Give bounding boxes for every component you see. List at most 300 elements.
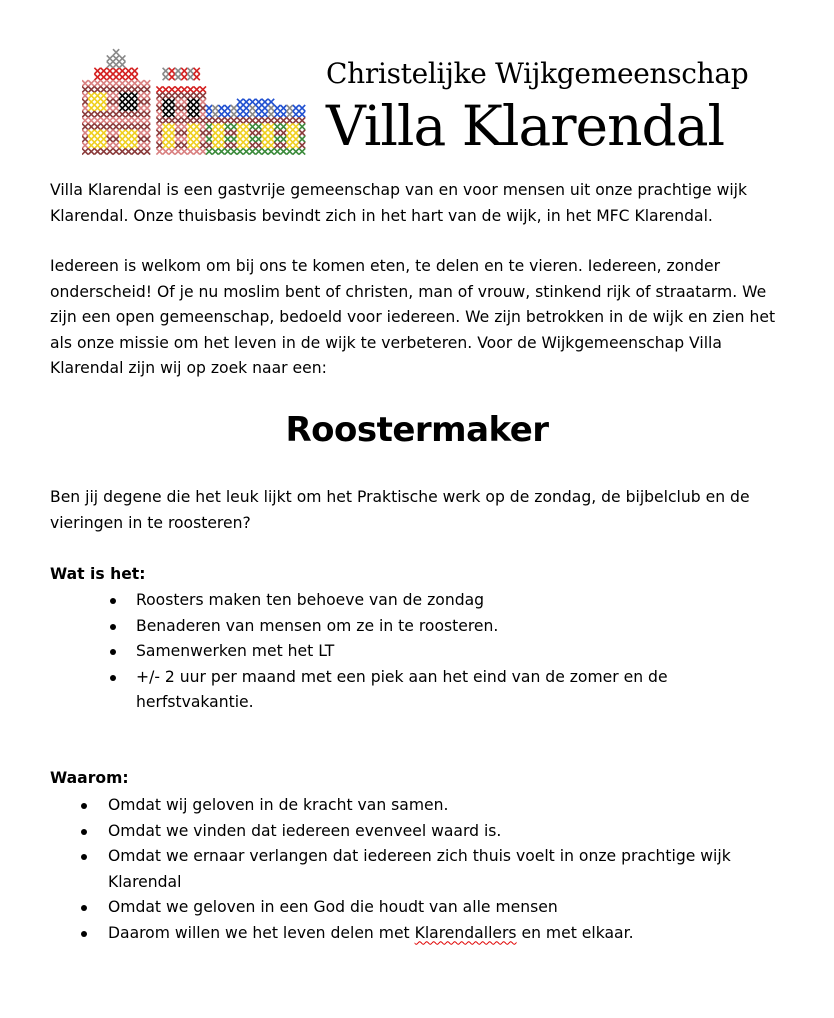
list-item-text: Samenwerken met het LT (136, 642, 335, 660)
logo-stitch (206, 124, 212, 130)
logo-stitch (293, 142, 299, 148)
logo-stitch (181, 111, 187, 117)
list-item-text: Roosters maken ten behoeve van de zondag (136, 591, 485, 609)
logo-stitch (107, 130, 113, 136)
logo-stitch (225, 142, 231, 148)
logo-stitch (181, 68, 187, 74)
logo-stitch (299, 124, 305, 130)
logo-stitch (113, 117, 119, 123)
logo-stitch (225, 136, 231, 142)
logo-stitch (231, 142, 237, 148)
logo-stitch (119, 80, 125, 86)
logo-stitch (181, 117, 187, 123)
logo-stitch (107, 99, 113, 105)
logo-stitch (206, 111, 212, 117)
logo-stitch (187, 130, 193, 136)
intro-paragraph: Villa Klarendal is een gastvrije gemeenschap van en voor mensen uit onze prachtige wijk Klarendal. Onze thuisbasis bevindt zich in het hart van de wijk, in het MFC Klarendal. (50, 181, 748, 225)
logo-stitch (94, 130, 100, 136)
bullet-icon (110, 624, 116, 630)
logo-stitch (163, 99, 169, 105)
logo-stitch (107, 55, 113, 61)
logo-stitch (125, 124, 131, 130)
logo-stitch (107, 80, 113, 86)
logo-stitch (249, 111, 255, 117)
logo-stitch (88, 124, 94, 130)
logo-stitch (119, 99, 125, 105)
logo-stitch (138, 105, 144, 111)
logo-stitch (280, 105, 286, 111)
logo-stitch (88, 148, 94, 154)
logo-stitch (268, 99, 274, 105)
logo-stitch (200, 105, 206, 111)
waarom-bullet-list (108, 793, 788, 946)
logo-stitch (138, 117, 144, 123)
logo-stitch (119, 55, 125, 61)
logo-stitch (101, 99, 107, 105)
logo-stitch (88, 142, 94, 148)
logo-stitch (163, 148, 169, 154)
logo-stitch (256, 99, 262, 105)
logo-stitch (125, 99, 131, 105)
logo-stitch (113, 49, 119, 55)
logo-stitch (88, 105, 94, 111)
logo-stitch (280, 111, 286, 117)
logo-stitch (299, 142, 305, 148)
logo-stitch (156, 105, 162, 111)
logo-stitch (187, 93, 193, 99)
list-item-text-after: en met elkaar. (516, 923, 634, 942)
logo-stitch (287, 130, 293, 136)
logo-stitch (113, 80, 119, 86)
logo-stitch (274, 142, 280, 148)
logo-stitch (132, 124, 138, 130)
logo-stitch (268, 105, 274, 111)
org-name: Villa Klarendal (326, 94, 725, 158)
logo-stitch (169, 136, 175, 142)
logo-stitch (181, 142, 187, 148)
list-item-text: Omdat we ernaar verlangen dat iedereen zich thuis voelt in onze prachtige wijk Klarendal (108, 847, 731, 891)
logo-stitch (243, 136, 249, 142)
logo-stitch (163, 130, 169, 136)
logo-stitch (194, 142, 200, 148)
logo-stitch (144, 124, 150, 130)
logo-stitch (299, 130, 305, 136)
logo-stitch (243, 117, 249, 123)
logo-stitch (225, 130, 231, 136)
logo-stitch (125, 117, 131, 123)
logo-stitch (94, 93, 100, 99)
logo-stitch (101, 68, 107, 74)
logo-stitch (113, 86, 119, 92)
logo-stitch (293, 136, 299, 142)
logo-stitch (88, 130, 94, 136)
logo-stitch (262, 117, 268, 123)
logo-stitch (94, 86, 100, 92)
logo-stitch (94, 105, 100, 111)
logo-stitch (94, 117, 100, 123)
logo-stitch (119, 74, 125, 80)
list-item-text: +/- 2 uur per maand met een piek aan het eind van de zomer en de herfstvakantie. (136, 667, 668, 711)
logo-stitch (119, 117, 125, 123)
logo-stitch (101, 142, 107, 148)
logo-stitch (280, 117, 286, 123)
logo-stitch (200, 117, 206, 123)
logo-stitch (175, 93, 181, 99)
logo-stitch (237, 130, 243, 136)
logo-stitch (113, 62, 119, 68)
logo-stitch (144, 111, 150, 117)
logo-stitch (225, 124, 231, 130)
logo-stitch (243, 124, 249, 130)
logo-stitch (88, 99, 94, 105)
logo-stitch (293, 105, 299, 111)
logo-stitch (113, 130, 119, 136)
logo-stitch (163, 68, 169, 74)
logo-stitch (237, 136, 243, 142)
list-item (136, 614, 786, 640)
logo-stitch (256, 130, 262, 136)
logo-stitch (107, 68, 113, 74)
logo-stitch (156, 111, 162, 117)
logo-stitch (237, 142, 243, 148)
logo-stitch (249, 130, 255, 136)
logo-stitch (119, 136, 125, 142)
logo-stitch (181, 136, 187, 142)
logo-stitch (187, 136, 193, 142)
logo-stitch (138, 124, 144, 130)
logo-stitch (119, 130, 125, 136)
logo-stitch (113, 74, 119, 80)
logo-stitch (187, 142, 193, 148)
logo-stitch (274, 130, 280, 136)
logo-stitch (175, 136, 181, 142)
logo-stitch (262, 99, 268, 105)
logo-stitch (268, 130, 274, 136)
logo-stitch (138, 142, 144, 148)
logo-stitch (181, 86, 187, 92)
logo-stitch (94, 142, 100, 148)
logo-stitch (268, 111, 274, 117)
logo-stitch (169, 99, 175, 105)
logo-stitch (274, 117, 280, 123)
list-item-text: Omdat we vinden dat iedereen evenveel waard is. (108, 821, 502, 840)
logo-stitch (249, 105, 255, 111)
list-item-text: Omdat we geloven in een God die houdt van alle mensen (108, 898, 558, 916)
logo-stitch (169, 130, 175, 136)
logo-stitch (231, 105, 237, 111)
logo-stitch (144, 99, 150, 105)
logo-stitch (163, 111, 169, 117)
logo-stitch (187, 105, 193, 111)
logo-stitch (206, 136, 212, 142)
logo-stitch (293, 124, 299, 130)
logo-stitch (187, 111, 193, 117)
logo-stitch (194, 111, 200, 117)
bullet-icon (81, 803, 87, 809)
logo-stitch (218, 111, 224, 117)
logo-stitch (175, 86, 181, 92)
logo-stitch (156, 99, 162, 105)
logo-stitch (132, 80, 138, 86)
logo-stitch (194, 148, 200, 154)
logo-stitch (181, 99, 187, 105)
logo-stitch (200, 130, 206, 136)
logo-stitch (144, 130, 150, 136)
logo-stitch (82, 99, 88, 105)
logo-stitch (181, 124, 187, 130)
logo-stitch (256, 142, 262, 148)
logo-stitch (175, 130, 181, 136)
logo-stitch (144, 148, 150, 154)
logo-stitch (268, 136, 274, 142)
logo-stitch (287, 105, 293, 111)
logo-stitch (94, 74, 100, 80)
logo-stitch (119, 68, 125, 74)
logo-stitch (256, 105, 262, 111)
logo-stitch (256, 117, 262, 123)
logo-stitch (156, 117, 162, 123)
list-item-text-before: Daarom willen we het leven delen met (108, 923, 415, 942)
logo-stitch (163, 93, 169, 99)
logo-stitch (169, 124, 175, 130)
logo-stitch (249, 99, 255, 105)
logo-stitch (293, 111, 299, 117)
logo-stitch (206, 142, 212, 148)
logo-stitch (194, 105, 200, 111)
logo-stitch (206, 105, 212, 111)
logo-stitch (206, 117, 212, 123)
logo-stitch (132, 74, 138, 80)
logo-stitch (194, 74, 200, 80)
logo-stitch (113, 55, 119, 61)
logo-stitch (262, 105, 268, 111)
logo-stitch (119, 142, 125, 148)
logo-stitch (187, 124, 193, 130)
logo-stitch (125, 74, 131, 80)
logo-stitch (107, 117, 113, 123)
logo-stitch (144, 93, 150, 99)
logo-stitch (237, 117, 243, 123)
logo-stitch (237, 124, 243, 130)
logo-stitch (132, 105, 138, 111)
logo-stitch (101, 93, 107, 99)
logo-stitch (218, 130, 224, 136)
logo-stitch (225, 105, 231, 111)
logo-stitch (101, 130, 107, 136)
logo-stitch (82, 117, 88, 123)
logo-stitch (187, 86, 193, 92)
logo-stitch (287, 142, 293, 148)
list-item (136, 639, 786, 665)
logo-stitch (101, 111, 107, 117)
logo-stitch (94, 80, 100, 86)
logo-stitch (88, 93, 94, 99)
logo-stitch (212, 111, 218, 117)
logo-stitch (113, 93, 119, 99)
logo-stitch (169, 105, 175, 111)
logo-stitch (88, 80, 94, 86)
logo-stitch (138, 111, 144, 117)
logo-stitch (194, 68, 200, 74)
logo-stitch (163, 142, 169, 148)
logo-stitch (237, 105, 243, 111)
logo-stitch (287, 111, 293, 117)
list-item-text: Benaderen van mensen om ze in te roosteren. (136, 616, 499, 635)
logo-stitch (125, 93, 131, 99)
logo-stitch (218, 124, 224, 130)
logo-stitch (169, 68, 175, 74)
logo-stitch (119, 105, 125, 111)
logo-stitch (256, 111, 262, 117)
logo-stitch (132, 68, 138, 74)
logo-stitch (82, 130, 88, 136)
logo-stitch (156, 124, 162, 130)
logo-stitch (101, 136, 107, 142)
logo-stitch (181, 74, 187, 80)
logo-stitch (119, 93, 125, 99)
logo-stitch (206, 130, 212, 136)
wat-section-title: Wat is het: (50, 565, 146, 583)
list-item-text: Omdat wij geloven in de kracht van samen. (108, 796, 449, 814)
logo-stitch (101, 124, 107, 130)
logo-stitch (212, 142, 218, 148)
logo-stitch (287, 148, 293, 154)
logo-stitch (101, 105, 107, 111)
logo-stitch (200, 142, 206, 148)
logo-stitch (125, 80, 131, 86)
logo-stitch (200, 86, 206, 92)
logo-stitch (163, 86, 169, 92)
logo-stitch (243, 99, 249, 105)
logo-stitch (218, 142, 224, 148)
logo-stitch (88, 117, 94, 123)
logo-stitch (274, 136, 280, 142)
logo-stitch (138, 86, 144, 92)
logo-stitch (225, 148, 231, 154)
logo-stitch (101, 117, 107, 123)
bullet-icon (81, 905, 87, 911)
logo-stitch (82, 142, 88, 148)
logo-stitch (293, 130, 299, 136)
logo-stitch (119, 62, 125, 68)
logo-stitch (237, 99, 243, 105)
logo-stitch (187, 68, 193, 74)
logo-stitch (231, 111, 237, 117)
logo-stitch (113, 148, 119, 154)
logo-stitch (280, 142, 286, 148)
welcome-paragraph: Iedereen is welkom om bij ons te komen eten, te delen en te vieren. Iedereen, zonder onderscheid! Of je nu moslim bent of christen, man of vrouw, stinkend rijk of straatarm. We zijn een open gemeenschap, bedoeld voor iedereen. We zijn betrokken in de wijk en zien het als onze missie om het leven in de wijk te verbeteren. Voor de Wijkgemeenschap Villa Klarendal zijn wij op zoek naar een: (50, 257, 776, 377)
logo-stitch (144, 142, 150, 148)
logo-stitch (138, 136, 144, 142)
logo-stitch (274, 148, 280, 154)
logo-stitch (187, 117, 193, 123)
list-item (108, 819, 788, 845)
logo-stitch (94, 99, 100, 105)
logo-stitch (231, 148, 237, 154)
logo-stitch (280, 124, 286, 130)
logo-stitch (169, 86, 175, 92)
logo-stitch (144, 80, 150, 86)
logo-stitch (94, 124, 100, 130)
logo-stitch (175, 99, 181, 105)
logo-stitch (82, 111, 88, 117)
logo-stitch (299, 111, 305, 117)
list-item (108, 844, 788, 895)
logo-stitch (200, 136, 206, 142)
logo-stitch (293, 148, 299, 154)
spellcheck-flagged-word[interactable]: Klarendallers (414, 923, 517, 942)
logo-stitch (200, 93, 206, 99)
logo-stitch (113, 68, 119, 74)
logo-stitch (262, 124, 268, 130)
logo-stitch (287, 136, 293, 142)
logo-stitch (144, 105, 150, 111)
logo-stitch (175, 142, 181, 148)
logo-stitch (231, 130, 237, 136)
logo-stitch (181, 105, 187, 111)
logo-stitch (243, 130, 249, 136)
logo-stitch (138, 130, 144, 136)
logo-stitch (175, 74, 181, 80)
logo-stitch (82, 136, 88, 142)
logo-stitch (218, 136, 224, 142)
logo-stitch (280, 136, 286, 142)
logo-stitch (107, 105, 113, 111)
logo-stitch (262, 111, 268, 117)
logo-stitch (194, 99, 200, 105)
logo-stitch (218, 148, 224, 154)
logo-stitch (163, 136, 169, 142)
logo-stitch (181, 130, 187, 136)
logo-stitch (107, 142, 113, 148)
logo-stitch (107, 74, 113, 80)
logo-stitch (82, 80, 88, 86)
logo-stitch (187, 74, 193, 80)
logo-stitch (256, 148, 262, 154)
logo-stitch (156, 142, 162, 148)
logo-stitch (113, 111, 119, 117)
org-subtitle: Christelijke Wijkgemeenschap (326, 57, 749, 90)
logo-stitch (107, 111, 113, 117)
logo-stitch (237, 111, 243, 117)
logo-stitch (237, 148, 243, 154)
logo-stitch (132, 142, 138, 148)
list-item (108, 895, 788, 921)
logo-stitch (181, 148, 187, 154)
logo-stitch (194, 130, 200, 136)
logo-stitch (169, 74, 175, 80)
logo-stitch (249, 117, 255, 123)
logo-stitch (125, 111, 131, 117)
logo-stitch (187, 148, 193, 154)
logo-stitch (119, 86, 125, 92)
logo-stitch (249, 148, 255, 154)
list-item (108, 921, 788, 947)
logo-stitch (169, 93, 175, 99)
logo-stitch (256, 124, 262, 130)
logo-stitch (268, 148, 274, 154)
logo-stitch (169, 148, 175, 154)
logo-stitch (200, 124, 206, 130)
logo-stitch (101, 74, 107, 80)
logo-stitch (132, 86, 138, 92)
logo-stitch (212, 105, 218, 111)
logo-stitch (299, 105, 305, 111)
logo-stitch (138, 80, 144, 86)
logo-stitch (125, 148, 131, 154)
logo-stitch (113, 124, 119, 130)
logo-stitch (194, 136, 200, 142)
